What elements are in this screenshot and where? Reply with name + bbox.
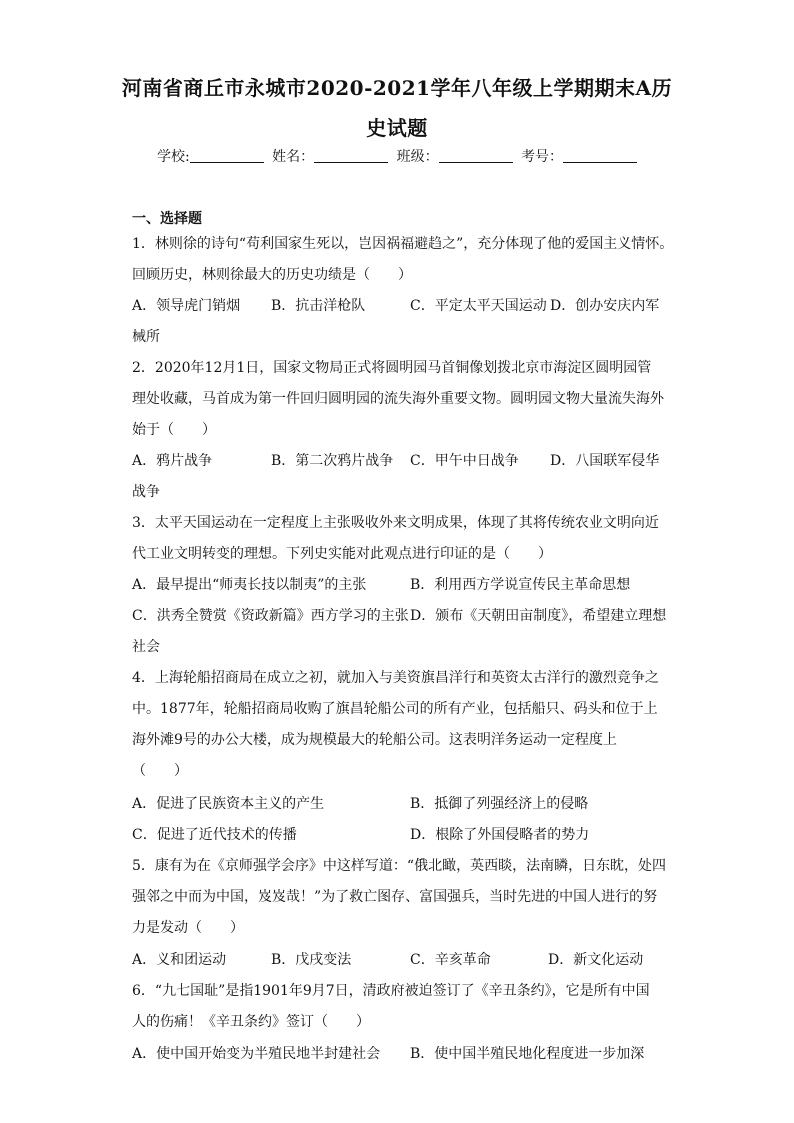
question-1-option-b[interactable]: B．抗击洋枪队: [271, 298, 366, 314]
question-6-stem-line: 6．“九七国耻”是指1901年9月7日，清政府被迫签订了《辛丑条约》，它是所有中国: [132, 983, 650, 999]
question-1-option-d-cont: 械所: [132, 329, 160, 345]
question-3-option-d-cont: 社会: [132, 639, 160, 655]
student-info-row: [0, 146, 794, 166]
question-2-stem-line: 理处收藏，马首成为第一件回归圆明园的流失海外重要文物。圆明园文物大量流失海外: [132, 391, 664, 407]
question-5-stem-line: 5．康有为在《京师强学会序》中这样写道：“俄北瞰，英西睒，法南瞵，日东眈，处四: [132, 858, 667, 874]
question-4-stem-line: （ ）: [132, 763, 188, 779]
question-3-option-d[interactable]: D．颁布《天朝田亩制度》，希望建立理想: [410, 608, 667, 624]
exam-title-line1: 河南省商丘市永城市2020-2021学年八年级上学期期末A历: [121, 76, 673, 100]
question-2-option-d[interactable]: D．八国联军侵华: [550, 453, 660, 469]
exam-number-label: 考号：: [521, 149, 564, 165]
question-2-option-a[interactable]: A．鸦片战争: [132, 453, 213, 469]
exam-title-line2: 史试题: [366, 116, 428, 140]
school-label: 学校:: [156, 149, 190, 165]
question-6-option-b[interactable]: B．使中国半殖民地化程度进一步加深: [410, 1046, 645, 1062]
question-5-stem-line: 力是发动（ ）: [132, 920, 244, 936]
school-blank[interactable]: [190, 148, 264, 163]
question-4-option-d[interactable]: D．根除了外国侵略者的势力: [410, 827, 590, 843]
question-2-option-d-cont: 战争: [132, 484, 160, 500]
question-5-stem-line: 强邻之中而为中国，岌岌哉！”为了救亡图存、富国强兵，当时先进的中国人进行的努: [132, 889, 658, 905]
question-5-option-b[interactable]: B．戊戌变法: [271, 952, 352, 968]
question-1-stem-line: 1．林则徐的诗句“苟利国家生死以，岂因祸福避趋之”，充分体现了他的爱国主义情怀。: [132, 236, 674, 252]
question-2-option-c[interactable]: C．甲午中日战争: [410, 453, 519, 469]
question-4-stem-line: 海外滩9号的办公大楼，成为规模最大的轮船公司。这表明洋务运动一定程度上: [132, 732, 617, 748]
question-2-option-b[interactable]: B．第二次鸦片战争: [271, 453, 394, 469]
question-2-stem-line: 始于（ ）: [132, 422, 216, 438]
question-5-option-d[interactable]: D．新文化运动: [548, 952, 644, 968]
exam-number-field: [521, 146, 637, 166]
question-2-stem-line: 2．2020年12月1日，国家文物局正式将圆明园马首铜像划拨北京市海淀区圆明园管: [132, 360, 652, 376]
section-title: 一、选择题: [132, 211, 202, 227]
question-1-stem-line: 回顾历史，林则徐最大的历史功绩是（ ）: [132, 267, 412, 283]
question-5-option-c[interactable]: C．辛亥革命: [410, 952, 491, 968]
question-6-stem-line: 人的伤痛！《辛丑条约》签订（ ）: [132, 1014, 370, 1030]
class-field: [397, 146, 513, 166]
name-blank[interactable]: [314, 148, 388, 163]
question-4-option-b[interactable]: B．抵御了列强经济上的侵略: [410, 796, 589, 812]
question-3-option-a[interactable]: A．最早提出“师夷长技以制夷”的主张: [132, 577, 367, 593]
class-blank[interactable]: [439, 148, 513, 163]
question-6-option-a[interactable]: A．使中国开始变为半殖民地半封建社会: [132, 1046, 381, 1062]
question-4-option-a[interactable]: A．促进了民族资本主义的产生: [132, 796, 325, 812]
question-3-stem-line: 代工业文明转变的理想。下列史实能对此观点进行印证的是（ ）: [132, 546, 552, 562]
name-label: 姓名：: [272, 149, 315, 165]
school-field: [157, 146, 264, 166]
question-3-stem-line: 3．太平天国运动在一定程度上主张吸收外来文明成果，体现了其将传统农业文明向近: [132, 515, 659, 531]
name-field: [272, 146, 388, 166]
question-3-option-c[interactable]: C．洪秀全赞赏《资政新篇》西方学习的主张: [132, 608, 409, 624]
question-4-stem-line: 中。1877年，轮船招商局收购了旗昌轮船公司的所有产业，包括船只、码头和位于上: [132, 701, 658, 717]
question-4-stem-line: 4．上海轮船招商局在成立之初，就加入与美资旗昌洋行和英资太古洋行的激烈竞争之: [132, 670, 659, 686]
question-4-option-c[interactable]: C．促进了近代技术的传播: [132, 827, 297, 843]
question-1-option-a[interactable]: A．领导虎门销烟: [132, 298, 241, 314]
question-1-option-d[interactable]: D．创办安庆内军: [550, 298, 660, 314]
question-1-option-c[interactable]: C．平定太平天国运动: [410, 298, 547, 314]
question-5-option-a[interactable]: A．义和团运动: [132, 952, 227, 968]
class-label: 班级：: [396, 149, 439, 165]
question-3-option-b[interactable]: B．利用西方学说宣传民主革命思想: [410, 577, 631, 593]
exam-number-blank[interactable]: [563, 148, 637, 163]
